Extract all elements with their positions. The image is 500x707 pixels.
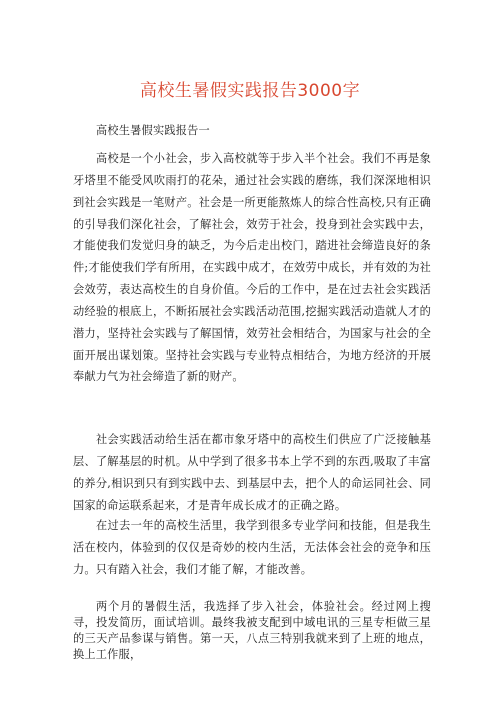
paragraph: 两个月的暑假生活，我选择了步入社会，体验社会。经过网上搜寻，投发简历，面试培训。最终我被支配到中域电讯的三星专柜做三星的三天产品参谋与销售。第一天，八点三特别我就来到了上班的地点，换上工作服， (73, 600, 431, 661)
paragraph: 在过去一年的高校生活里，我学到很多专业学问和技能，但是我生活在校内，体验到的仅仅是奇妙的校内生活，无法体会社会的竞争和压力。只有踏入社会，我们才能了解，才能改善。 (73, 519, 431, 576)
document-subtitle: 高校生暑假实践报告一 (96, 124, 210, 137)
document-title: 高校生暑假实践报告3000字 (139, 81, 361, 101)
paragraph: 高校是一个小社会，步入高校就等于步入半个社会。我们不再是象牙塔里不能受风吹雨打的花朵，通过社会实践的磨练，我们深深地相识到社会实践是一笔财产。社会是一所更能熬炼人的综合性高校,只有正确的引导我们深化社会，了解社会，效劳于社会，投身到社会实践中去，才能使我们发觉归身的缺乏，为今后走出校门，踏进社会缔造良好的条件;才能使我们学有所用，在实践中成才，在效劳中成长，并有效的为社会效劳，表达高校生的自身价值。今后的工作中，是在过去社会实践活动经验的根底上，不断拓展社会实践活动范围,挖掘实践活动造就人才的潜力，坚持社会实践与了解国情，效劳社会相结合，为国家与社会的全面开展出谋划策。坚持社会实践与专业特点相结合，为地方经济的开展奉献力气为社会缔造了新的财产。 (73, 152, 431, 384)
paragraph: 社会实践活动给生活在都市象牙塔中的高校生们供应了广泛接触基层、了解基层的时机。从中学到了很多书本上学不到的东西,吸取了丰富的养分,相识到只有到实践中去、到基层中去，把个人的命运同社会、同国家的命运联系起来，才是青年成长成才的正确之路。 (73, 433, 431, 512)
